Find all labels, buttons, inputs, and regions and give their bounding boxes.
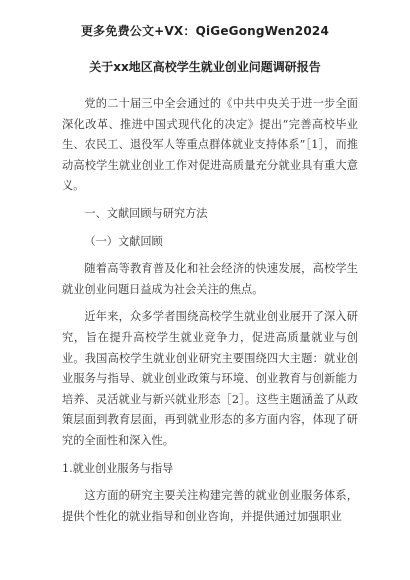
document-title: 关于xx地区高校学生就业创业问题调研报告: [89, 60, 321, 74]
paragraph: 随着高等教育普及化和社会经济的快速发展，高校学生就业创业问题日益成为社会关注的焦点。: [62, 262, 358, 296]
promo-banner: 更多免费公文+VX：QiGeGongWen2024: [80, 24, 329, 38]
item-heading: 1.就业创业服务与指导: [62, 461, 174, 475]
paragraph: 近年来，众多学者围绕高校学生就业创业展开了深入研究，旨在提升高校学生就业竞争力，促进高质量就业与创业。我国高校学生就业创业研究主要围绕四大主题：就业创业服务与指导、就业创业政策与环境、创业教育与创新能力培养、灵活就业与新兴就业形态［2］。这些主题涵盖了从政策层面到教育层面，再到就业形态的多方面内容，体现了研究的全面性和深入性。: [62, 310, 358, 447]
document-body: [62, 94, 358, 534]
section-heading: 一、文献回顾与研究方法: [84, 206, 208, 220]
paragraph: 这方面的研究主要关注构建完善的就业创业服务体系，提供个性化的就业指导和创业咨询，并提供通过加强职业: [62, 489, 358, 523]
subsection-heading: （一）文献回顾: [84, 234, 163, 248]
intro-paragraph: 党的二十届三中全会通过的《中共中央关于进一步全面深化改革、推进中国式现代化的决定》提出“完善高校毕业生、农民工、退役军人等重点群体就业支持体系”［1］，而推动高校学生就业创业工作对促进高质量充分就业具有重大意义。: [62, 97, 358, 193]
